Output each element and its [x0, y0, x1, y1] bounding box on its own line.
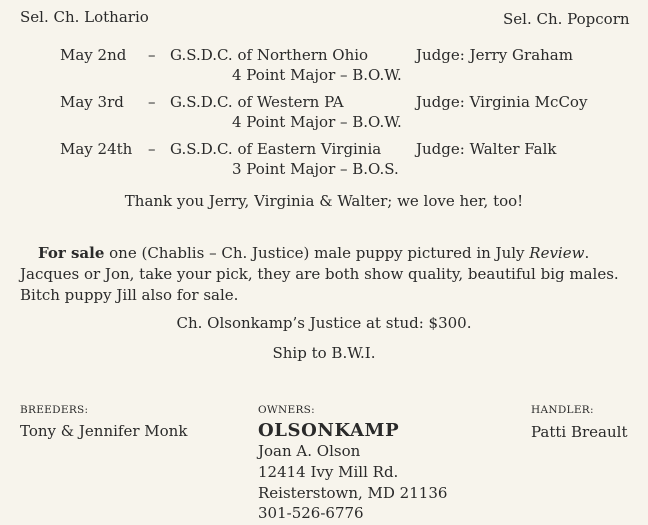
owner-name: Joan A. Olson — [258, 442, 361, 460]
win-dash: – — [148, 140, 156, 158]
win-dash: – — [148, 46, 156, 64]
owners-label: OWNERS: — [258, 404, 315, 416]
thanks-line: Thank you Jerry, Virginia & Walter; we love her, too! — [124, 192, 524, 210]
owner-city: Reisterstown, MD 21136 — [258, 484, 448, 502]
sale-line-3: Bitch puppy Jill also for sale. — [20, 286, 239, 304]
sale-line-1 — [38, 244, 589, 262]
win-club: G.S.D.C. of Northern Ohio — [170, 46, 369, 64]
handler-label: HANDLER: — [531, 404, 594, 416]
review-title: Review — [529, 244, 585, 262]
win-date: May 3rd — [60, 93, 124, 111]
win-dash: – — [148, 93, 156, 111]
breeders-name: Tony & Jennifer Monk — [20, 422, 188, 440]
sale-lead: For sale — [38, 244, 105, 262]
stud-line: Ch. Olsonkamp’s Justice at stud: $300. — [176, 314, 472, 332]
kennel-name: OLSONKAMP — [258, 420, 400, 441]
sale-text: one (Chablis – Ch. Justice) male puppy pictured in July — [104, 244, 530, 262]
handler-name: Patti Breault — [531, 423, 628, 441]
owner-phone: 301-526-6776 — [258, 504, 364, 522]
win-club: G.S.D.C. of Western PA — [170, 93, 344, 111]
win-date: May 2nd — [60, 46, 127, 64]
win-judge: Judge: Jerry Graham — [416, 46, 573, 64]
win-result: 4 Point Major – B.O.W. — [232, 66, 402, 84]
win-judge: Judge: Walter Falk — [416, 140, 557, 158]
owner-street: 12414 Ivy Mill Rd. — [258, 463, 399, 481]
sire-name: Sel. Ch. Lothario — [20, 8, 149, 26]
win-result: 4 Point Major – B.O.W. — [232, 113, 402, 131]
sale-line-2: Jacques or Jon, take your pick, they are both show quality, beautiful big males. — [20, 265, 619, 283]
win-club: G.S.D.C. of Eastern Virginia — [170, 140, 382, 158]
win-result: 3 Point Major – B.O.S. — [232, 160, 399, 178]
dam-name: Sel. Ch. Popcorn — [503, 10, 630, 28]
sale-period: . — [584, 244, 590, 262]
ship-line: Ship to B.W.I. — [272, 344, 376, 362]
win-judge: Judge: Virginia McCoy — [416, 93, 588, 111]
breeders-label: BREEDERS: — [20, 404, 89, 416]
win-date: May 24th — [60, 140, 133, 158]
